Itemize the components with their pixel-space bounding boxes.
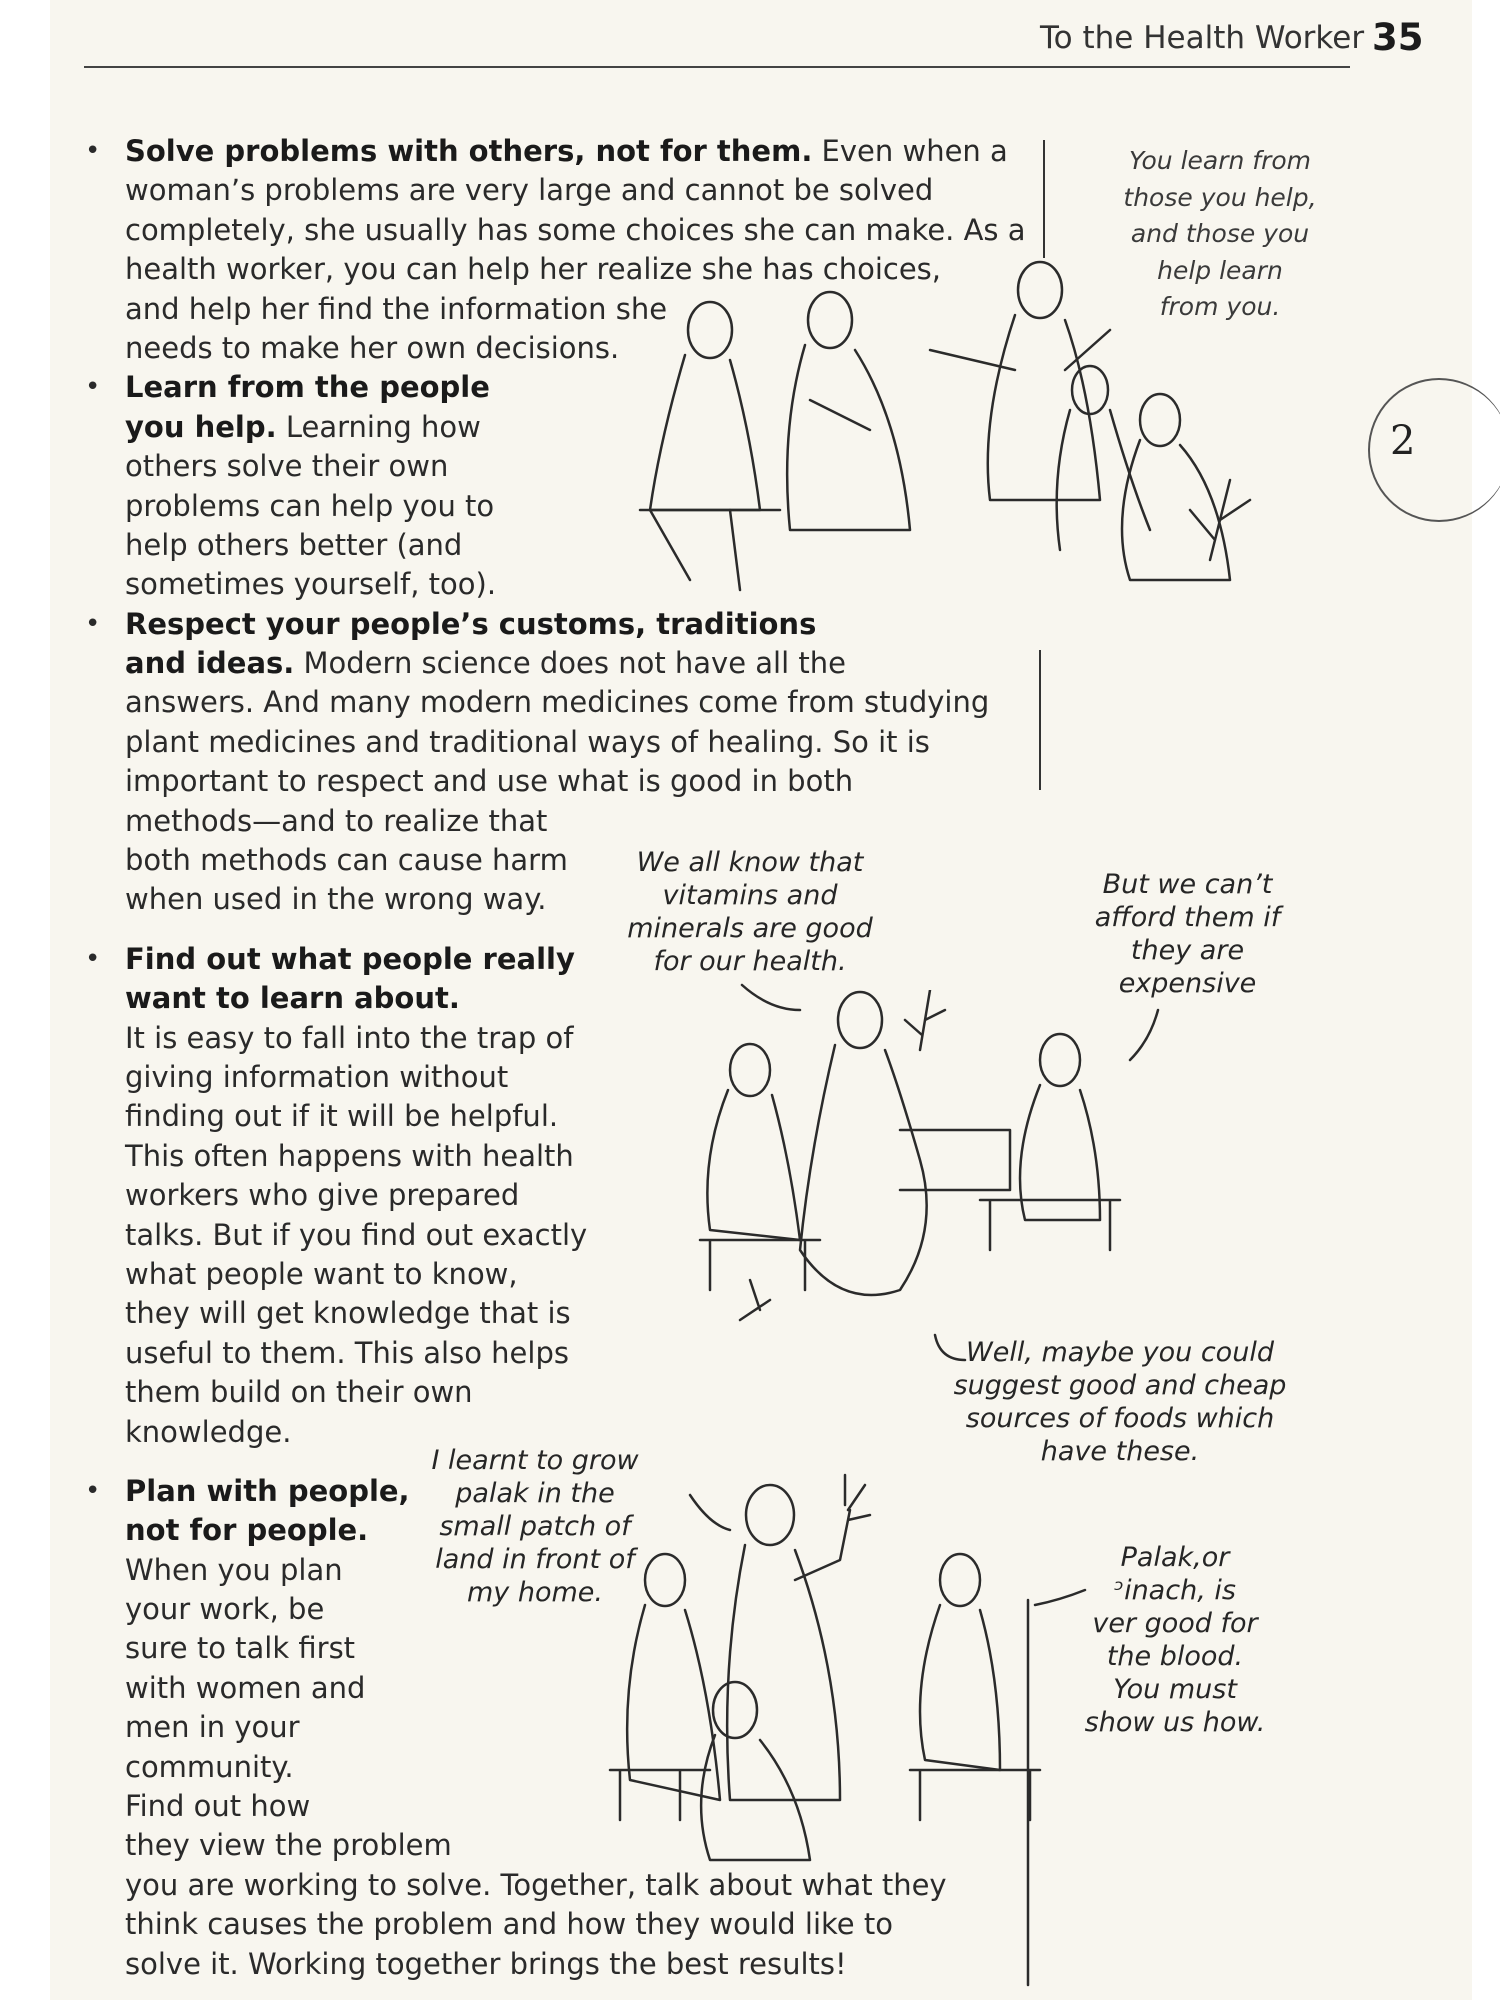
body-text-run: answers. And many modern medicines come from studying [125,685,990,720]
body-text-run: knowledge. [125,1414,292,1449]
bubble-line: minerals are good [627,913,873,944]
caption-line: from you. [1159,292,1281,321]
bubble-line: my home. [467,1577,603,1608]
bubble-line: ver good for [1092,1608,1258,1639]
body-text-run: men in your [125,1710,300,1745]
body-text-run: important to respect and use what is good in both [125,764,854,799]
body-text-run: sure to talk first [125,1631,356,1666]
speech-bubble-afford [1060,868,1315,1000]
body-text-run: you are working to solve. Together, talk about what they [125,1867,947,1902]
bubble-line: We all know that [636,847,864,878]
body-text-run: useful to them. This also helps [125,1335,569,1370]
body-text-run: them build on their own [125,1375,473,1410]
body-text-run: completely, she usually has some choices she can make. As a [125,212,1026,247]
body-text-run: woman’s problems are very large and cannot be solved [125,173,934,208]
body-text-run: sometimes yourself, too). [125,567,497,602]
bubble-line: vitamins and [662,880,838,911]
body-text-run: Modern science does not have all the [294,646,846,681]
bubble-line: have these. [1040,1436,1200,1467]
page-number: 35 [1372,16,1424,59]
bubble-line: they are [1130,935,1245,966]
bubble-line: the blood. [1106,1641,1244,1672]
bubble-line: Well, maybe you could [966,1337,1274,1368]
bubble-line: small patch of [439,1511,631,1542]
bubble-line: palak in the [455,1478,615,1509]
bold-lead-text: Plan with people, [125,1473,410,1508]
body-text-run: methods—and to realize that [125,803,548,838]
body-text-run: solve it. Working together brings the best results! [125,1946,847,1981]
body-text-run: giving information without [125,1059,509,1094]
body-text-run: and help her find the information she [125,291,668,326]
speech-bubble-palak-blood [1060,1541,1290,1739]
speech-bubble-cheap-foods [930,1336,1310,1468]
bullet-icon: • [85,943,101,974]
bubble-line: show us how. [1084,1707,1266,1738]
bold-lead-text: want to learn about. [125,981,460,1016]
body-text-run: needs to make her own decisions. [125,330,620,365]
bubble-line: But we can’t [1102,869,1273,900]
body-text-run: talks. But if you find out exactly [125,1217,588,1252]
body-text-run: they will get knowledge that is [125,1296,571,1331]
body-text-run: others solve their own [125,449,449,484]
bubble-line: Palak,or [1120,1542,1230,1573]
chapter-tab-number: 2 [1390,418,1416,464]
bubble-line: You must [1113,1674,1237,1705]
body-text-run: your work, be [125,1592,325,1627]
body-text-run: both methods can cause harm [125,843,568,878]
body-text-run: Even when a [812,134,1008,168]
bold-lead-text: you help. [125,409,277,444]
bold-lead-text: and ideas. [125,646,295,681]
body-text-run: Find out how [125,1789,311,1824]
bold-lead-text: Find out what people really [125,941,575,976]
bubble-line: land in front of [435,1544,635,1575]
body-text-run: When you plan [125,1552,343,1587]
body-text-run: help others better (and [125,527,463,562]
speech-bubble-vitamins [610,846,890,978]
body-text-run: when used in the wrong way. [125,882,547,917]
body-text-run: This often happens with health [125,1138,574,1173]
caption-line: those you help, [1123,182,1317,212]
bullet-icon: • [85,608,101,639]
bold-lead-text: Respect your people’s customs, traditions [125,606,817,641]
running-header: To the Health Worker [1040,20,1365,56]
bullet-icon: • [85,136,101,166]
speech-bubble-palak-grow [400,1444,670,1609]
bubble-line: suggest good and cheap [953,1370,1287,1401]
body-text-run: with women and [125,1670,366,1705]
body-text-run: they view the problem [125,1828,452,1863]
body-text-run: Learning how [276,409,481,444]
bubble-line: afford them if [1094,902,1281,933]
body-text-run: problems can help you to [125,488,495,523]
bullet-icon: • [85,372,101,403]
bold-lead-text: Solve problems with others, not for them. [125,134,813,168]
body-text-run: community. [125,1749,294,1784]
bullet-icon: • [85,1475,101,1506]
body-text-run: health worker, you can help her realize she has choices, [125,252,942,287]
body-text-run: finding out if it will be helpful. [125,1099,559,1134]
caption-line: and those you [1130,219,1310,248]
bubble-line: for our health. [653,946,847,977]
caption-line: You learn from [1128,146,1312,175]
bubble-line: sources of foods which [965,1403,1275,1434]
body-text-run: plant medicines and traditional ways of healing. So it is [125,724,930,759]
bubble-line: ᵓinach, is [1114,1575,1236,1606]
bold-lead-text: Learn from the people [125,370,490,405]
body-text-run: think causes the problem and how they would like to [125,1907,893,1942]
body-text-run: what people want to know, [125,1256,518,1291]
caption-line: help learn [1157,255,1283,285]
body-text-run: workers who give prepared [125,1178,520,1213]
bubble-line: I learnt to grow [431,1445,639,1476]
bold-lead-text: not for people. [125,1513,369,1548]
bubble-line: expensive [1118,968,1257,999]
body-text-run: It is easy to fall into the trap of [125,1020,574,1055]
